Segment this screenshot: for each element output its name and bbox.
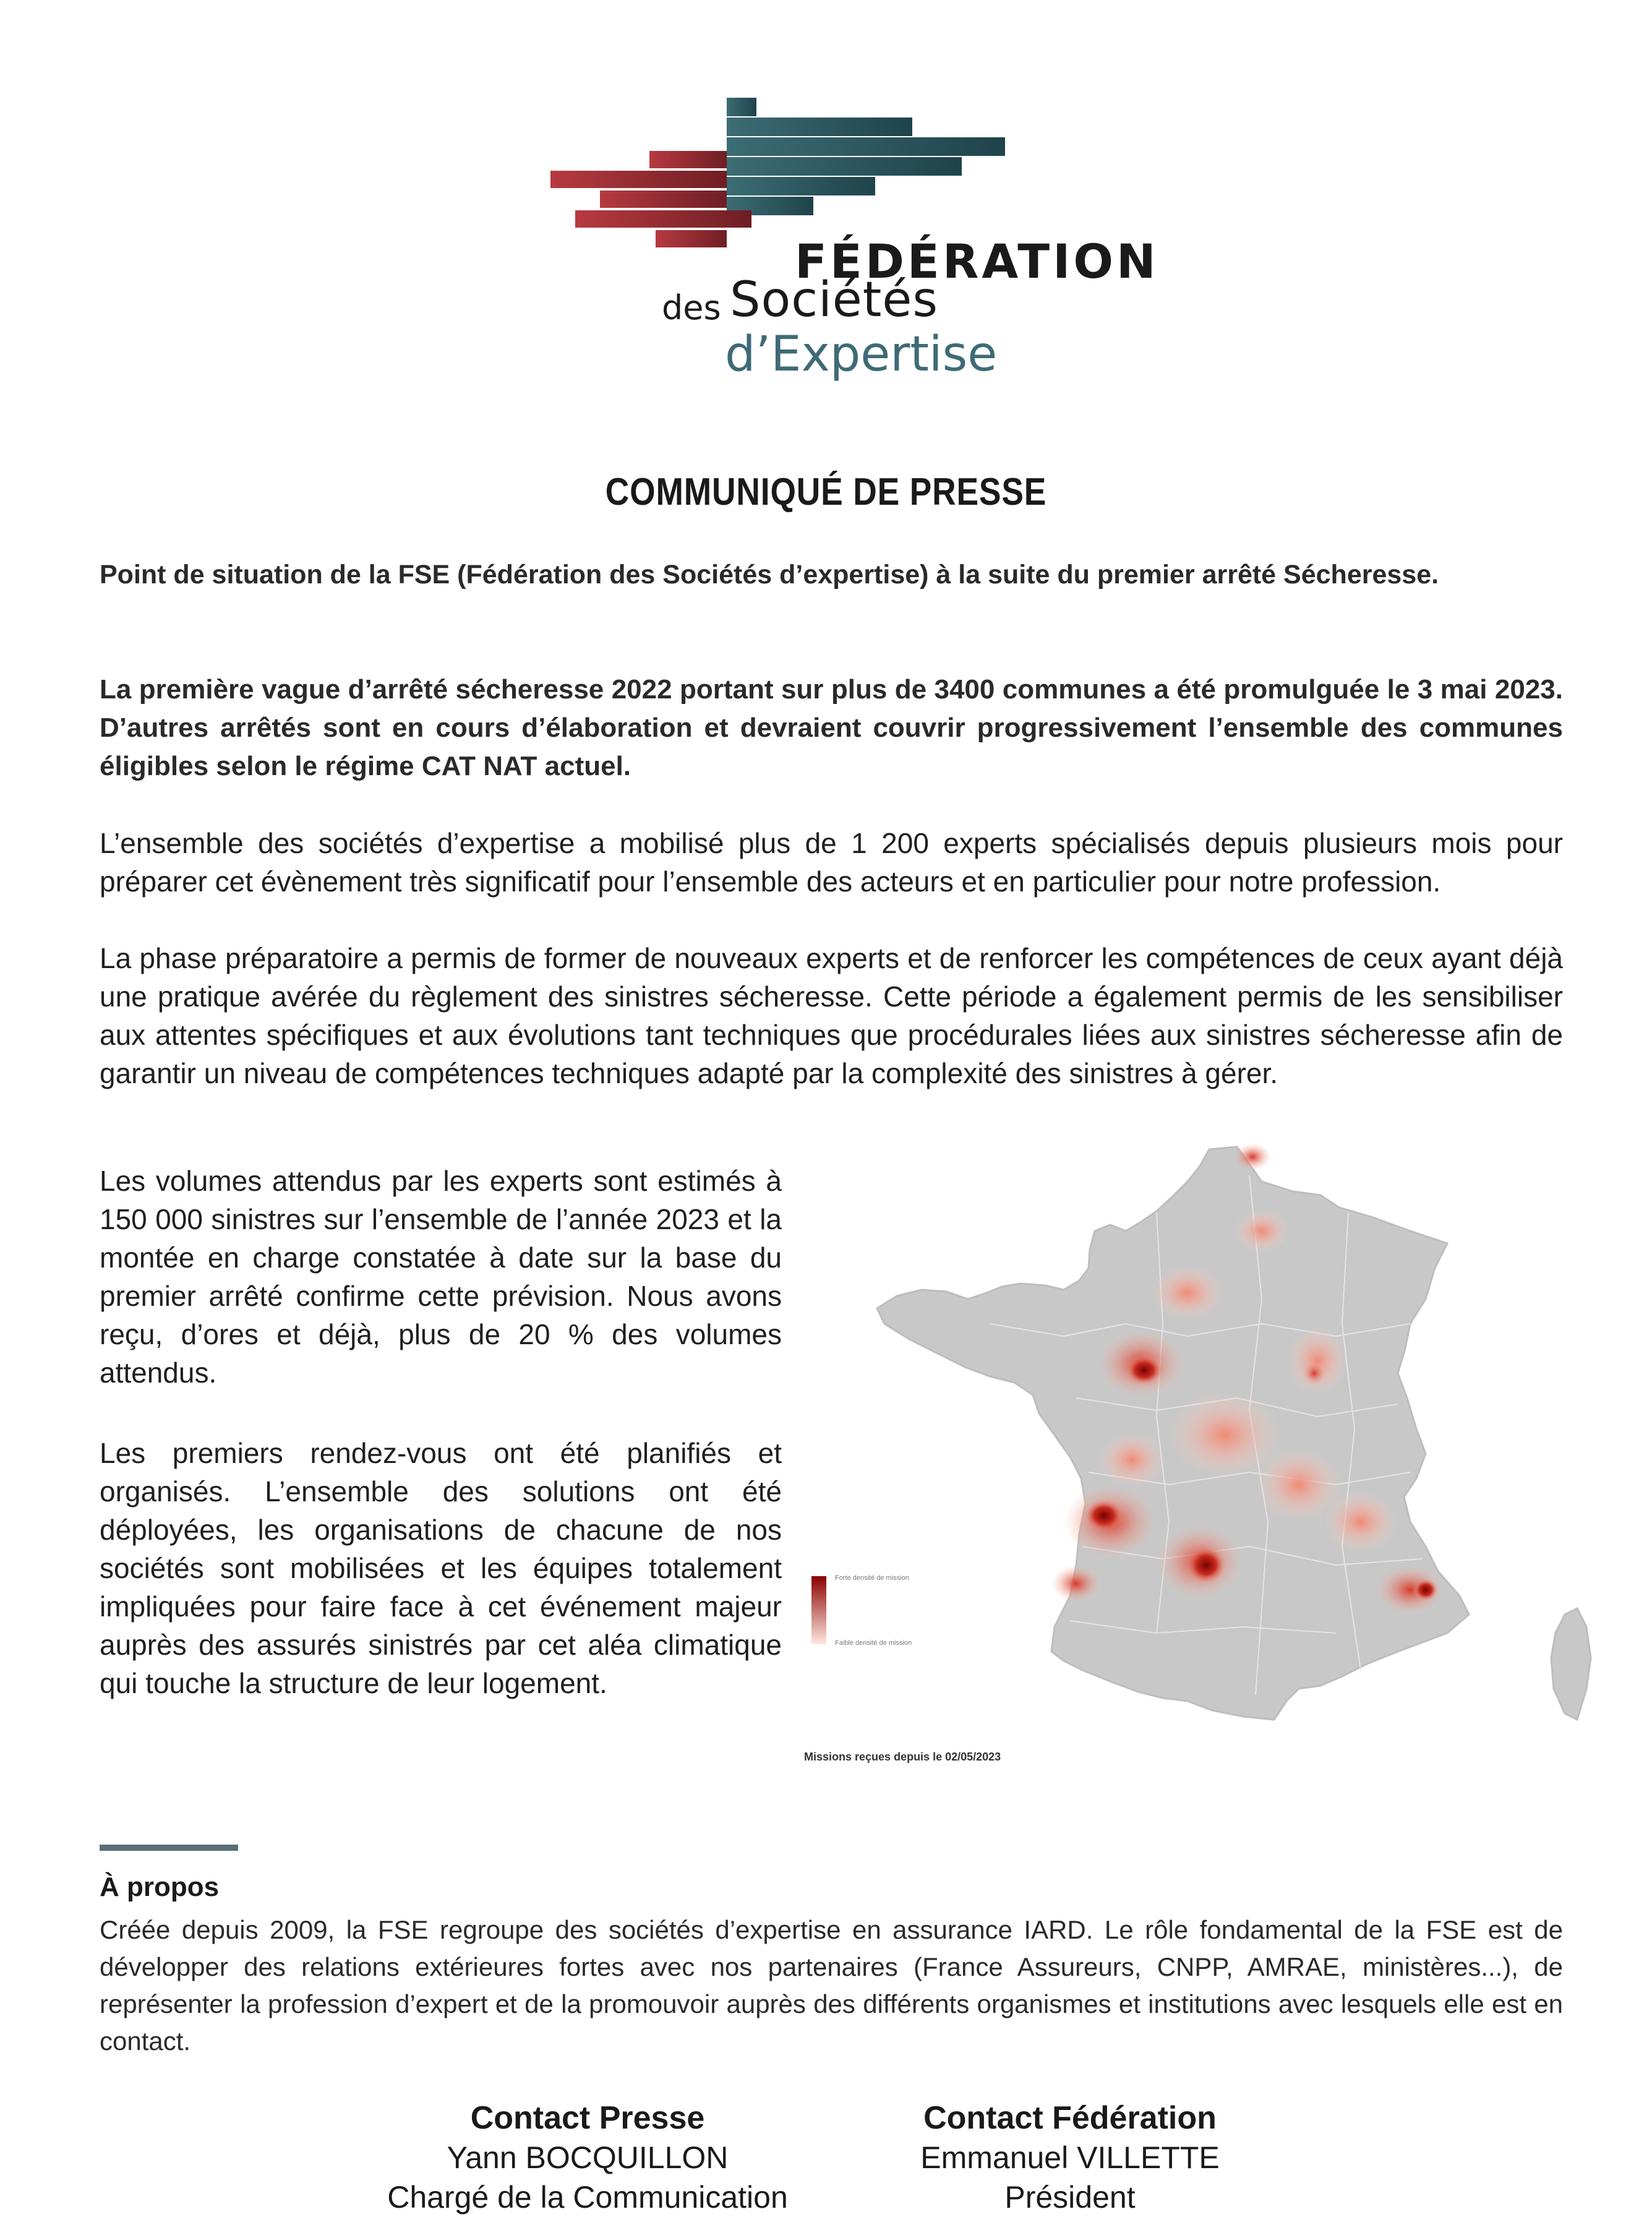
fse-logo <box>550 93 1159 390</box>
logo-societes-text: Sociétés <box>730 272 938 328</box>
map-legend-high-label: Forte densité de mission <box>835 1574 909 1582</box>
intro-paragraph: Point de situation de la FSE (Fédération des Sociétés d’expertise) à la suite du premier arrêté Sécheresse. <box>100 560 1439 590</box>
contact-presse-name: Yann BOCQUILLON <box>447 2140 729 2175</box>
about-heading: À propos <box>100 1872 220 1902</box>
contact-presse-heading: Contact Presse <box>470 2100 705 2136</box>
page-title: COMMUNIQUÉ DE PRESSE <box>605 471 1047 513</box>
contact-federation-role: Président <box>1004 2180 1136 2215</box>
about-text: Créée depuis 2009, la FSE regroupe des sociétés d’expertise en assurance IARD. Le rôle fondamental de la FSE est de développer des relations extérieures fortes avec nos partenaires (France Assureurs, CNPP, AMRAE, ministères...), de représenter la profession d’expert et de la promouvoir auprès des différents organismes et institutions avec lesquels elle est en contact. <box>100 1915 1563 2056</box>
france-map-graphic <box>866 1138 1614 1769</box>
logo-bars-graphic <box>550 93 1144 254</box>
france-missions-map <box>866 1138 1614 1769</box>
map-legend-low-label: Faible densité de mission <box>835 1639 912 1647</box>
map-caption: Missions reçues depuis le 02/05/2023 <box>804 1751 1001 1763</box>
paragraph-arrete: La première vague d’arrêté sécheresse 2022 portant sur plus de 3400 communes a été promulguée le 3 mai 2023. D’autres arrêtés sont en cours d’élaboration et devraient couvrir progressivement l’ensemble des communes éligibles selon le régime CAT NAT actuel. <box>100 674 1563 781</box>
map-legend-gradient <box>811 1576 826 1644</box>
paragraph-rendez-vous: Les premiers rendez-vous ont été planifiés et organisés. L’ensemble des solutions ont été déployées, les organisations de chacune de nos sociétés sont mobilisées et les équipes totalement impliquées pour faire face à cet événement majeur auprès des assurés sinistrés par cet aléa climatique qui touche la structure de leur logement. <box>100 1437 782 1699</box>
logo-expertise-text: d’Expertise <box>725 327 998 382</box>
logo-federation-text: FÉDÉRATION <box>795 234 1159 289</box>
logo-des-text: des <box>662 288 721 327</box>
contact-federation-heading: Contact Fédération <box>923 2100 1217 2136</box>
contact-federation-name: Emmanuel VILLETTE <box>920 2140 1220 2175</box>
contact-federation <box>891 2098 1249 2217</box>
contact-presse <box>346 2098 829 2217</box>
paragraph-mobilisation: L’ensemble des sociétés d’expertise a mobilisé plus de 1 200 experts spécialisés depuis plusieurs mois pour préparer cet évènement très significatif pour l’ensemble des acteurs et en particulier pour notre profession. <box>100 827 1563 898</box>
paragraph-preparation: La phase préparatoire a permis de former de nouveaux experts et de renforcer les compétences de ceux ayant déjà une pratique avérée du règlement des sinistres sécheresse. Cette période a également permis de les sensibiliser aux attentes spécifiques et aux évolutions tant techniques que procédurales liées aux sinistres sécheresse afin de garantir un niveau de compétences techniques adapté par la complexité des sinistres à gérer. <box>100 942 1563 1089</box>
about-divider <box>100 1845 238 1851</box>
corsica-shape <box>1551 1608 1591 1720</box>
contact-presse-role: Chargé de la Communication <box>387 2180 788 2215</box>
paragraph-volumes: Les volumes attendus par les experts sont estimés à 150 000 sinistres sur l’ensemble de l’année 2023 et la montée en charge constatée à date sur la base du premier arrêté confirme cette prévision. Nous avons reçu, d’ores et déjà, plus de 20 % des volumes attendus. <box>100 1165 782 1389</box>
